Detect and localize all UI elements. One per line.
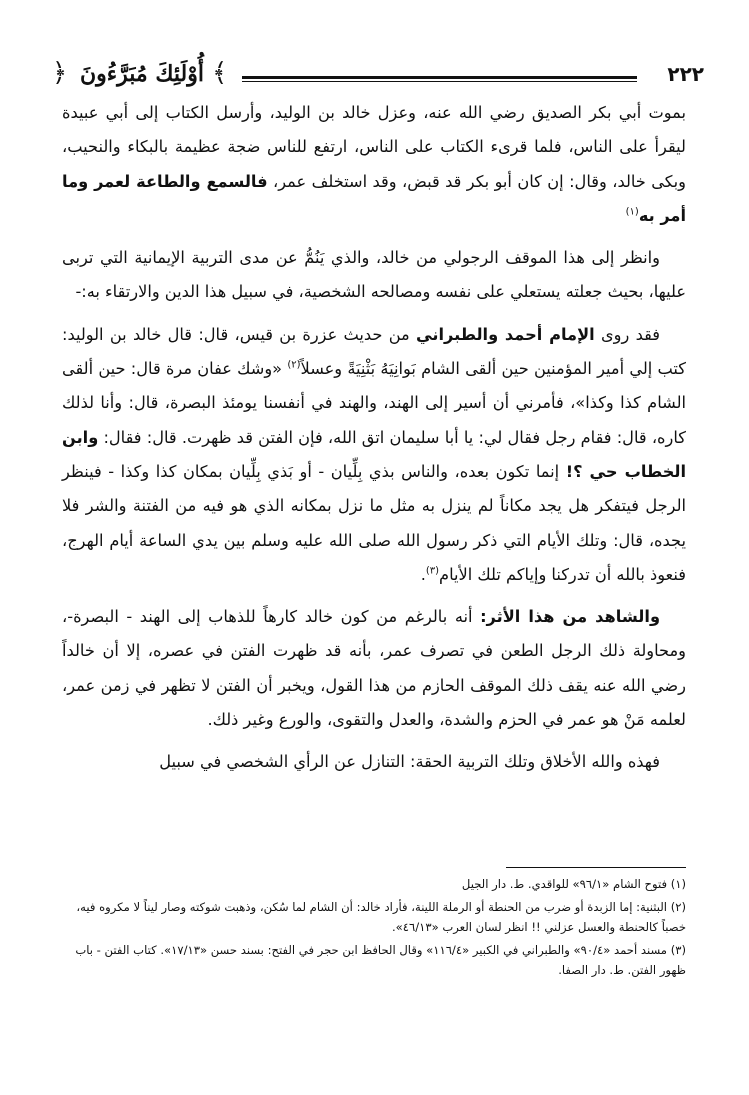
main-text	[62, 96, 686, 788]
paragraph-3-bold-2: وابن الخطاب حي ؟!	[62, 427, 686, 481]
paragraph-1-bold: فالسمع والطاعة لعمر وما أمر به	[62, 171, 686, 225]
paragraph-3-text-2: «وشك عفان مرة قال: حين ألقى الشام كذا وكذا»، فأمرني أن أسير إلى الهند، والهند في أنفسنا يومئذ البصرة، قال: وأنا لذلك كاره، قال: فقام رجل فقال لي: يا أبا سليمان اتق الله، فإن الفتن قد ظهرت. قال: فقال:	[62, 359, 686, 447]
paragraph-4	[62, 600, 686, 737]
footnotes	[62, 874, 686, 983]
paragraph-3-text-1: من حديث عزرة بن قيس، قال: قال خالد بن الوليد: كتب إلي أمير المؤمنين حين ألقى الشام بَوانِيَهُ بَثْنِيَةً وعسلاً	[62, 324, 686, 379]
paragraph-3-bold-1: الإمام أحمد والطبراني	[416, 324, 595, 344]
paragraph-1	[62, 96, 686, 233]
paragraph-4-text: أنه بالرغم من كون خالد كارهاً للذهاب إلى الهند - البصرة-، ومحاولة ذلك الرجل الطعن في تصرف عمر، بأنه قد ظهرت الفتن في عصره، إلا أن خالداً رضي الله عنه يقف ذلك الموقف الحازم من هذا القول، ويخبر أن الفتن لا تظهر في زمن عمر، لعلمه مَنْ هو عمر في الحزم والشدة، والعدل والتقوى، والورع وغير ذلك.	[62, 607, 686, 730]
paragraph-4-bold: والشاهد من هذا الأثر:	[480, 607, 660, 627]
footnote-2: (٢) البثنية: إما الزبدة أو ضرب من الحنطة أو الرملة اللينة، فأراد خالد: أن الشام لما سُكن، وذهبت شوكته وصار ليناً لا مكروه فيه، خصباً كالحنطة والعسل عزلني !! انظر لسان العرب «٤٦/١٣».	[76, 900, 686, 934]
footnote-ref-1: (١)	[625, 206, 639, 218]
running-title-text: أُوْلَئِكَ مُبَرَّءُونَ	[80, 61, 204, 87]
paragraph-3-text-3: إنما تكون بعده، والناس بذي بِلِّيان - أو بَذي بِلِّيان بمكان كذا وكذا - فينظر الرجل فيتفكر هل يجد مكاناً لم ينزل به مثل ما نزل بمكانه الذي هو فيه من الفتنة والشر فلا يجده، قال: وتلك الأيام التي ذكر رسول الله صلى الله عليه وسلم بين يدي الساعة أيام الهرج، فنعوذ بالله أن تدركنا وإياكم تلك الأيام	[62, 461, 686, 584]
running-title	[52, 56, 232, 92]
paragraph-5	[62, 745, 686, 779]
footnote-ref-2: (٢)	[287, 359, 301, 371]
paragraph-3-lead: فقد روى	[600, 324, 660, 344]
footnote-1: (١) فتوح الشام «٩٦/١» للواقدي. ط. دار الجيل	[461, 877, 686, 891]
page-number: ٢٢٢	[667, 62, 704, 86]
footnote-separator	[506, 867, 686, 868]
page-header	[52, 56, 704, 96]
paragraph-3	[62, 318, 686, 592]
paragraph-2	[62, 241, 686, 310]
header-rule	[242, 76, 637, 82]
paragraph-5-text: فهذه والله الأخلاق وتلك التربية الحقة: التنازل عن الرأي الشخصي في سبيل	[159, 752, 660, 772]
paragraph-1-text: بموت أبي بكر الصديق رضي الله عنه، وعزل خالد بن الوليد، وأرسل الكتاب إلى أبي عبيدة ليقرأ على الناس، فلما قرىء الكتاب على الناس، ارتفع للناس ضجة عظيمة بالبكاء والنحيب، وبكى خالد، وقال: إن كان أبو بكر قد قبض، وقد استخلف عمر،	[62, 103, 686, 191]
footnote-ref-3: (٣)	[425, 565, 440, 577]
footnote-3: (٣) مسند أحمد «٩٠/٤» والطبراني في الكبير «١١٦/٤» وقال الحافظ ابن حجر في الفتح: بسند حسن «١٧/١٣». كتاب الفتن - باب ظهور الفتن. ط. دار الصفا.	[75, 943, 686, 977]
paragraph-3-end: .	[420, 564, 426, 584]
ornament-right-icon: ﴾	[212, 58, 228, 88]
paragraph-2-text: وانظر إلى هذا الموقف الرجولي من خالد، والذي يَنُمُّ عن مدى التربية الإيمانية التي تربى عليها، بحيث جعلته يستعلي على نفسه ومصالحه الشخصية، في سبيل هذا الدين والارتقاء به:-	[62, 248, 686, 302]
ornament-left-icon: ﴿	[52, 58, 68, 88]
